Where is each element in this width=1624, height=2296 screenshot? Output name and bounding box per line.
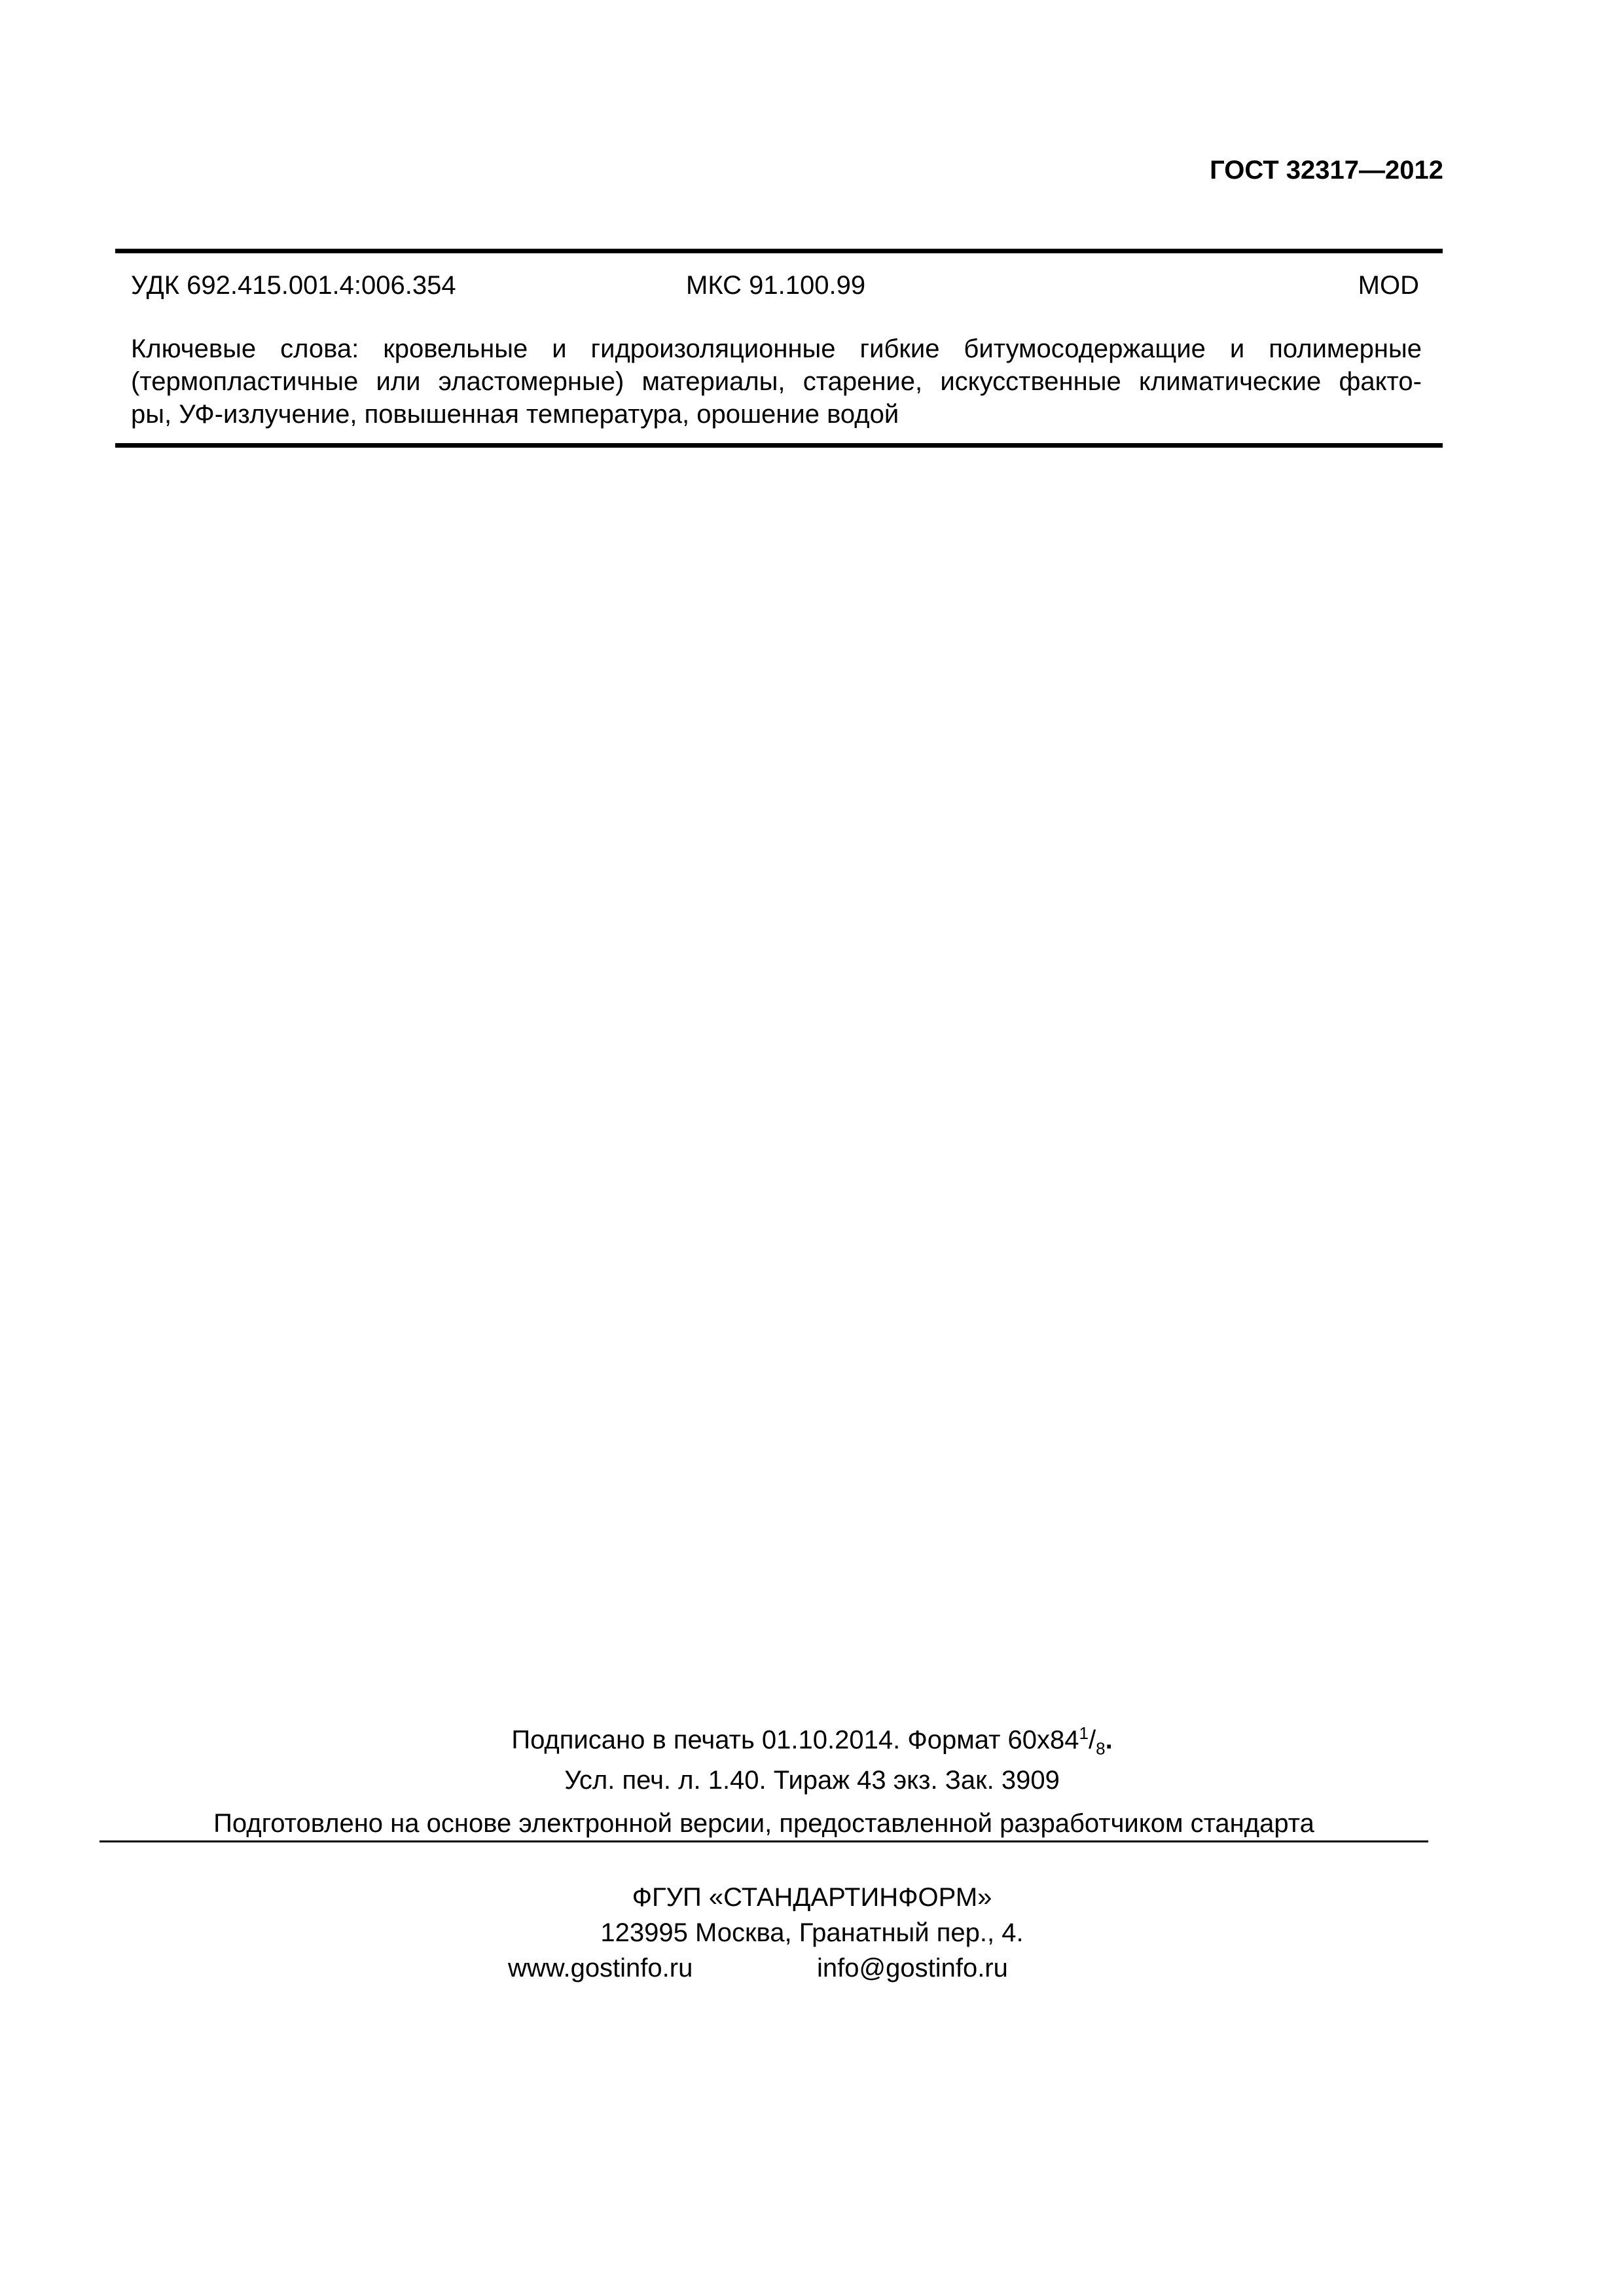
ics-code: МКС 91.100.99 [686,271,866,300]
publisher-address: 123995 Москва, Гранатный пер., 4. [600,1918,1024,1947]
format-fraction-separator: / [1088,1725,1096,1755]
keywords-bottom-rule [115,443,1443,448]
keywords-line-2: (термопластичные или эластомерные) материалы, старение, искусственные климатические факто- [131,367,1422,396]
print-info: Усл. печ. л. 1.40. Тираж 43 экз. Зак. 3909 [564,1766,1060,1795]
publisher-name: ФГУП «СТАНДАРТИНФОРМ» [632,1883,992,1912]
colophon-rule [99,1840,1428,1842]
modification-mark: MOD [1358,271,1419,300]
keywords-block [131,332,1422,431]
classification-row [131,267,1419,304]
keywords-line-1: Ключевые слова: кровельные и гидроизоляционные гибкие битумосодержащие и полимерные [131,334,1422,363]
top-rule [115,249,1443,253]
publisher-email-link[interactable]: info@gostinfo.ru [817,1954,1008,1982]
prepared-note: Подготовлено на основе электронной версии, предоставленной разработчиком стандарта [213,1809,1314,1838]
format-fraction-numerator: 1 [1079,1723,1089,1743]
publisher-website-link[interactable]: www.gostinfo.ru [508,1954,693,1982]
keywords-line-3: ры, УФ-излучение, повышенная температура, орошение водой [131,400,899,429]
signed-end: . [1105,1725,1113,1755]
udc-code: УДК 692.415.001.4:006.354 [131,271,456,300]
signed-for-print [0,1715,1624,1767]
format-fraction-denominator: 8 [1096,1738,1106,1759]
document-number: ГОСТ 32317—2012 [1210,156,1443,185]
signed-text: Подписано в печать 01.10.2014. Формат 60x84 [511,1725,1079,1755]
